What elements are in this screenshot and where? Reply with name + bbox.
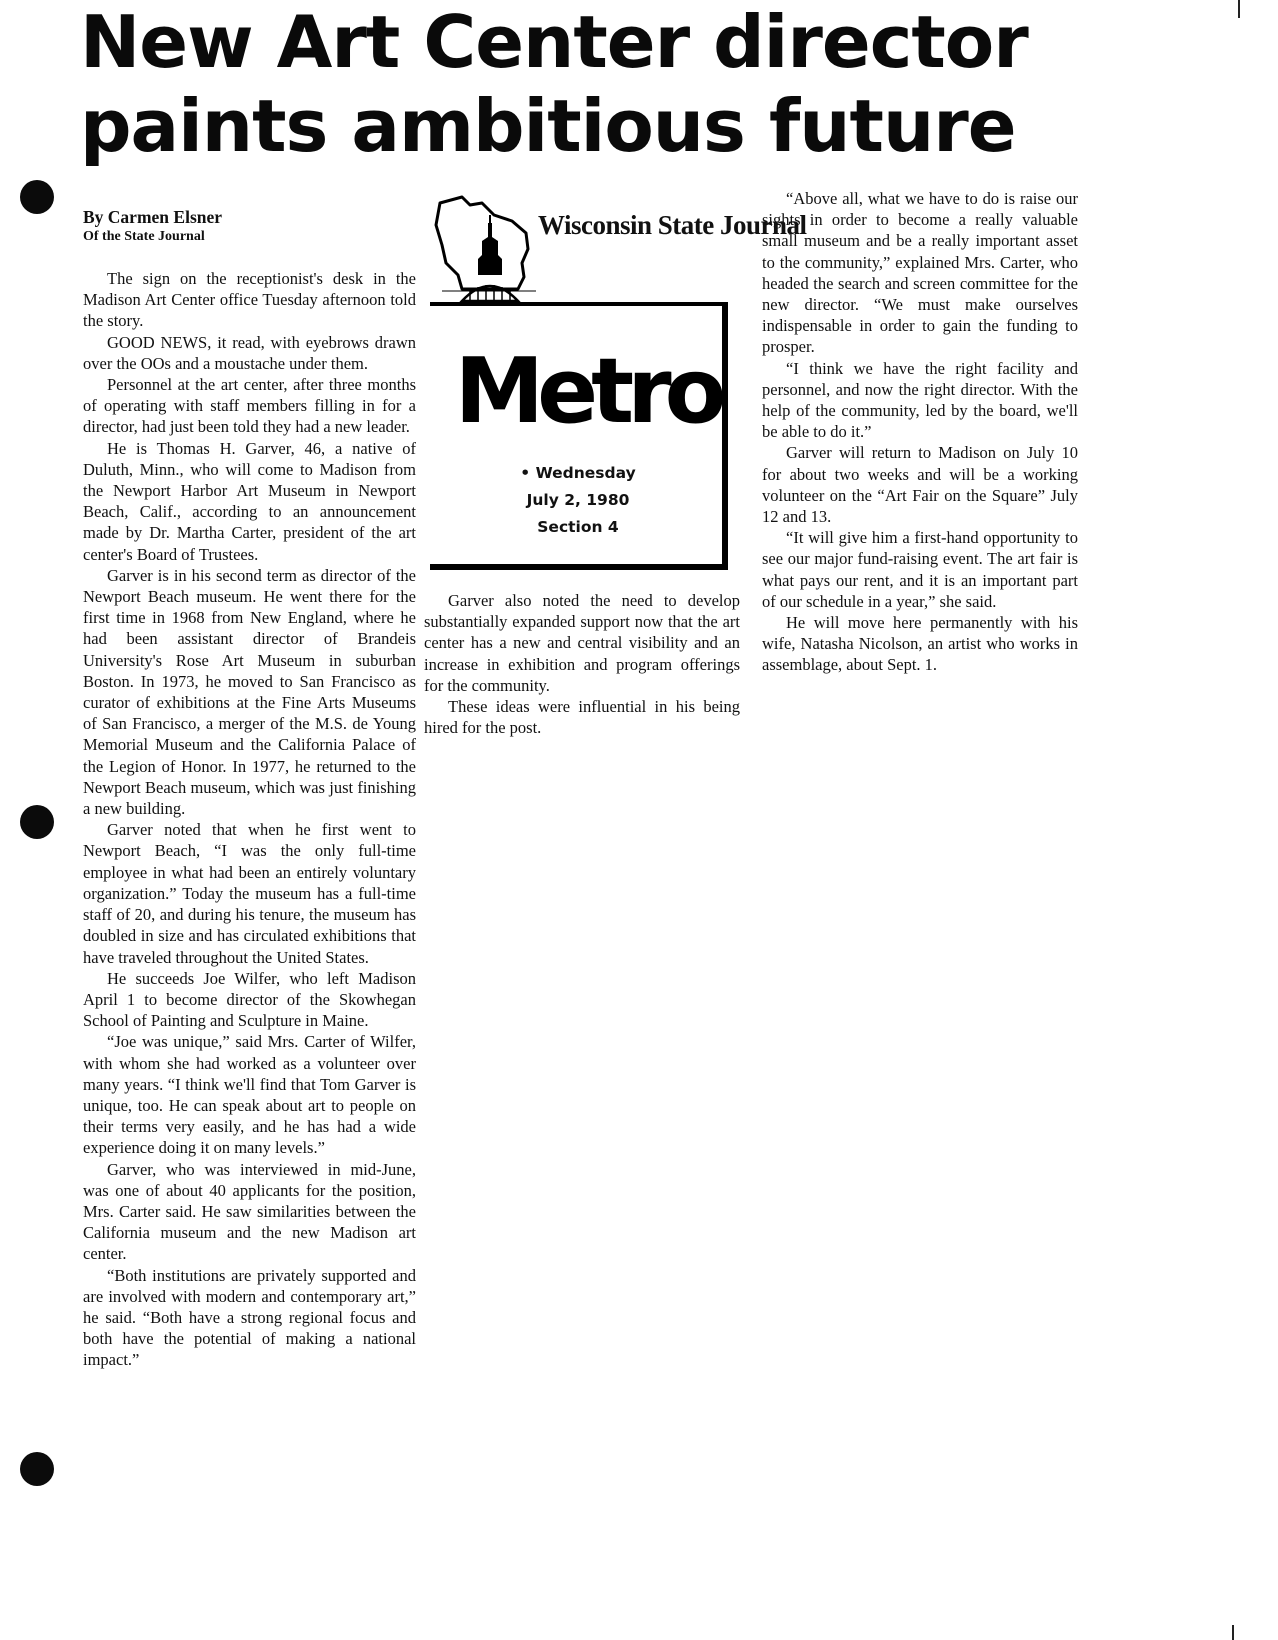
punch-hole-bottom	[20, 1452, 54, 1486]
paragraph: Garver noted that when he first went to Newport Beach, “I was the only full-time employee in what had been an entirely voluntary organization.” Today the museum has a full-time staff of 20, and during his tenure, the museum has doubled in size and has circulated exhibitions that have traveled throughout the United States.	[83, 820, 416, 967]
paragraph: He will move here permanently with his wife, Natasha Nicolson, an artist who works in assemblage, about Sept. 1.	[762, 613, 1078, 675]
section-title: Metro	[454, 339, 720, 444]
paragraph: He succeeds Joe Wilfer, who left Madison April 1 to become director of the Skowhegan School of Painting and Sculpture in Maine.	[83, 968, 416, 1031]
byline: By Carmen Elsner	[83, 207, 223, 227]
edge-mark-top-right	[1238, 0, 1240, 18]
paragraph: GOOD NEWS, it read, with eyebrows drawn over the OOs and a moustache under them.	[83, 332, 416, 373]
issue-date: July 2, 1980	[526, 491, 630, 509]
paragraph: “Joe was unique,” said Mrs. Carter of Wilfer, with whom she had worked as a volunteer over many years. “I think we'll find that Tom Garver is unique, too. He can speak about art to people on their terms very easily, and he has had a wide experience doing it on many levels.”	[83, 1032, 416, 1158]
byline-block	[83, 207, 222, 246]
article-column-2	[424, 590, 740, 738]
article-column-1	[83, 268, 416, 1371]
paragraph: “Above all, what we have to do is raise our sights in order to become a really valuable small museum and be a really important asset to the community,” explained Mrs. Carter, who headed the search and screen committee for the new director. “We must make ourselves indispensable in order to gain the funding to prosper.	[762, 189, 1078, 357]
section-info	[478, 460, 678, 541]
headline: New Art Center director paints ambitious future	[80, 0, 1028, 168]
punch-hole-top	[20, 180, 54, 214]
paragraph: The sign on the receptionist's desk in the Madison Art Center office Tuesday afternoon told the story.	[83, 269, 416, 331]
paragraph: Personnel at the art center, after three months of operating with staff members filling in for a director, had just been told they had a new leader.	[83, 375, 416, 437]
section-number: Section 4	[537, 518, 619, 536]
edge-mark-bottom-right	[1232, 1625, 1234, 1640]
publication-name: Wisconsin State Journal	[538, 210, 807, 240]
paragraph: Garver is in his second term as director of the Newport Beach museum. He went there for the first time in 1968 from New England, where he had been assistant director of Brandeis University's Rose Art Museum in suburban Boston. In 1973, he moved to San Francisco as curator of exhibitions at the Fine Arts Museums of San Francisco, a merger of the M.S. de Young Memorial Museum and the California Palace of the Legion of Honor. In 1977, he returned to the Newport Beach museum, which was just finishing a new building.	[83, 565, 416, 819]
paragraph: “Both institutions are privately supported and are involved with modern and contemporary art,” he said. “Both have a strong regional focus and both have the potential of making a national impact.”	[83, 1265, 416, 1370]
paragraph: Garver also noted the need to develop substantially expanded support now that the art center has a new and central visibility and an increase in exhibition and program offerings for the community.	[424, 591, 740, 695]
paragraph: He is Thomas H. Garver, 46, a native of Duluth, Minn., who will come to Madison from the Newport Harbor Art Museum in Newport Beach, Calif., according to an announcement made by Dr. Martha Carter, president of the art center's Board of Trustees.	[83, 438, 416, 564]
paragraph: Garver will return to Madison on July 10 for about two weeks and will be a working volunteer on the “Art Fair on the Square” July 12 and 13.	[762, 443, 1078, 527]
article-column-3	[762, 188, 1078, 676]
issue-day: • Wednesday	[520, 464, 636, 482]
paragraph: “I think we have the right facility and personnel, and now the right director. With the help of the community, led by the board, we'll be able to do it.”	[762, 358, 1078, 442]
paragraph: These ideas were influential in his being hired for the post.	[424, 697, 740, 738]
byline-affiliation: Of the State Journal	[83, 229, 205, 244]
paragraph: Garver, who was interviewed in mid-June, was one of about 40 applicants for the position, Mrs. Carter said. He saw similarities between the California museum and the new Madison art center.	[83, 1159, 416, 1264]
paragraph: “It will give him a first-hand opportunity to see our major fund-raising event. The art fair is what pays our rent, and it is an important part of our schedule in a year,” she said.	[762, 528, 1078, 611]
punch-hole-middle	[20, 805, 54, 839]
wisconsin-capitol-logo-icon	[432, 193, 542, 305]
